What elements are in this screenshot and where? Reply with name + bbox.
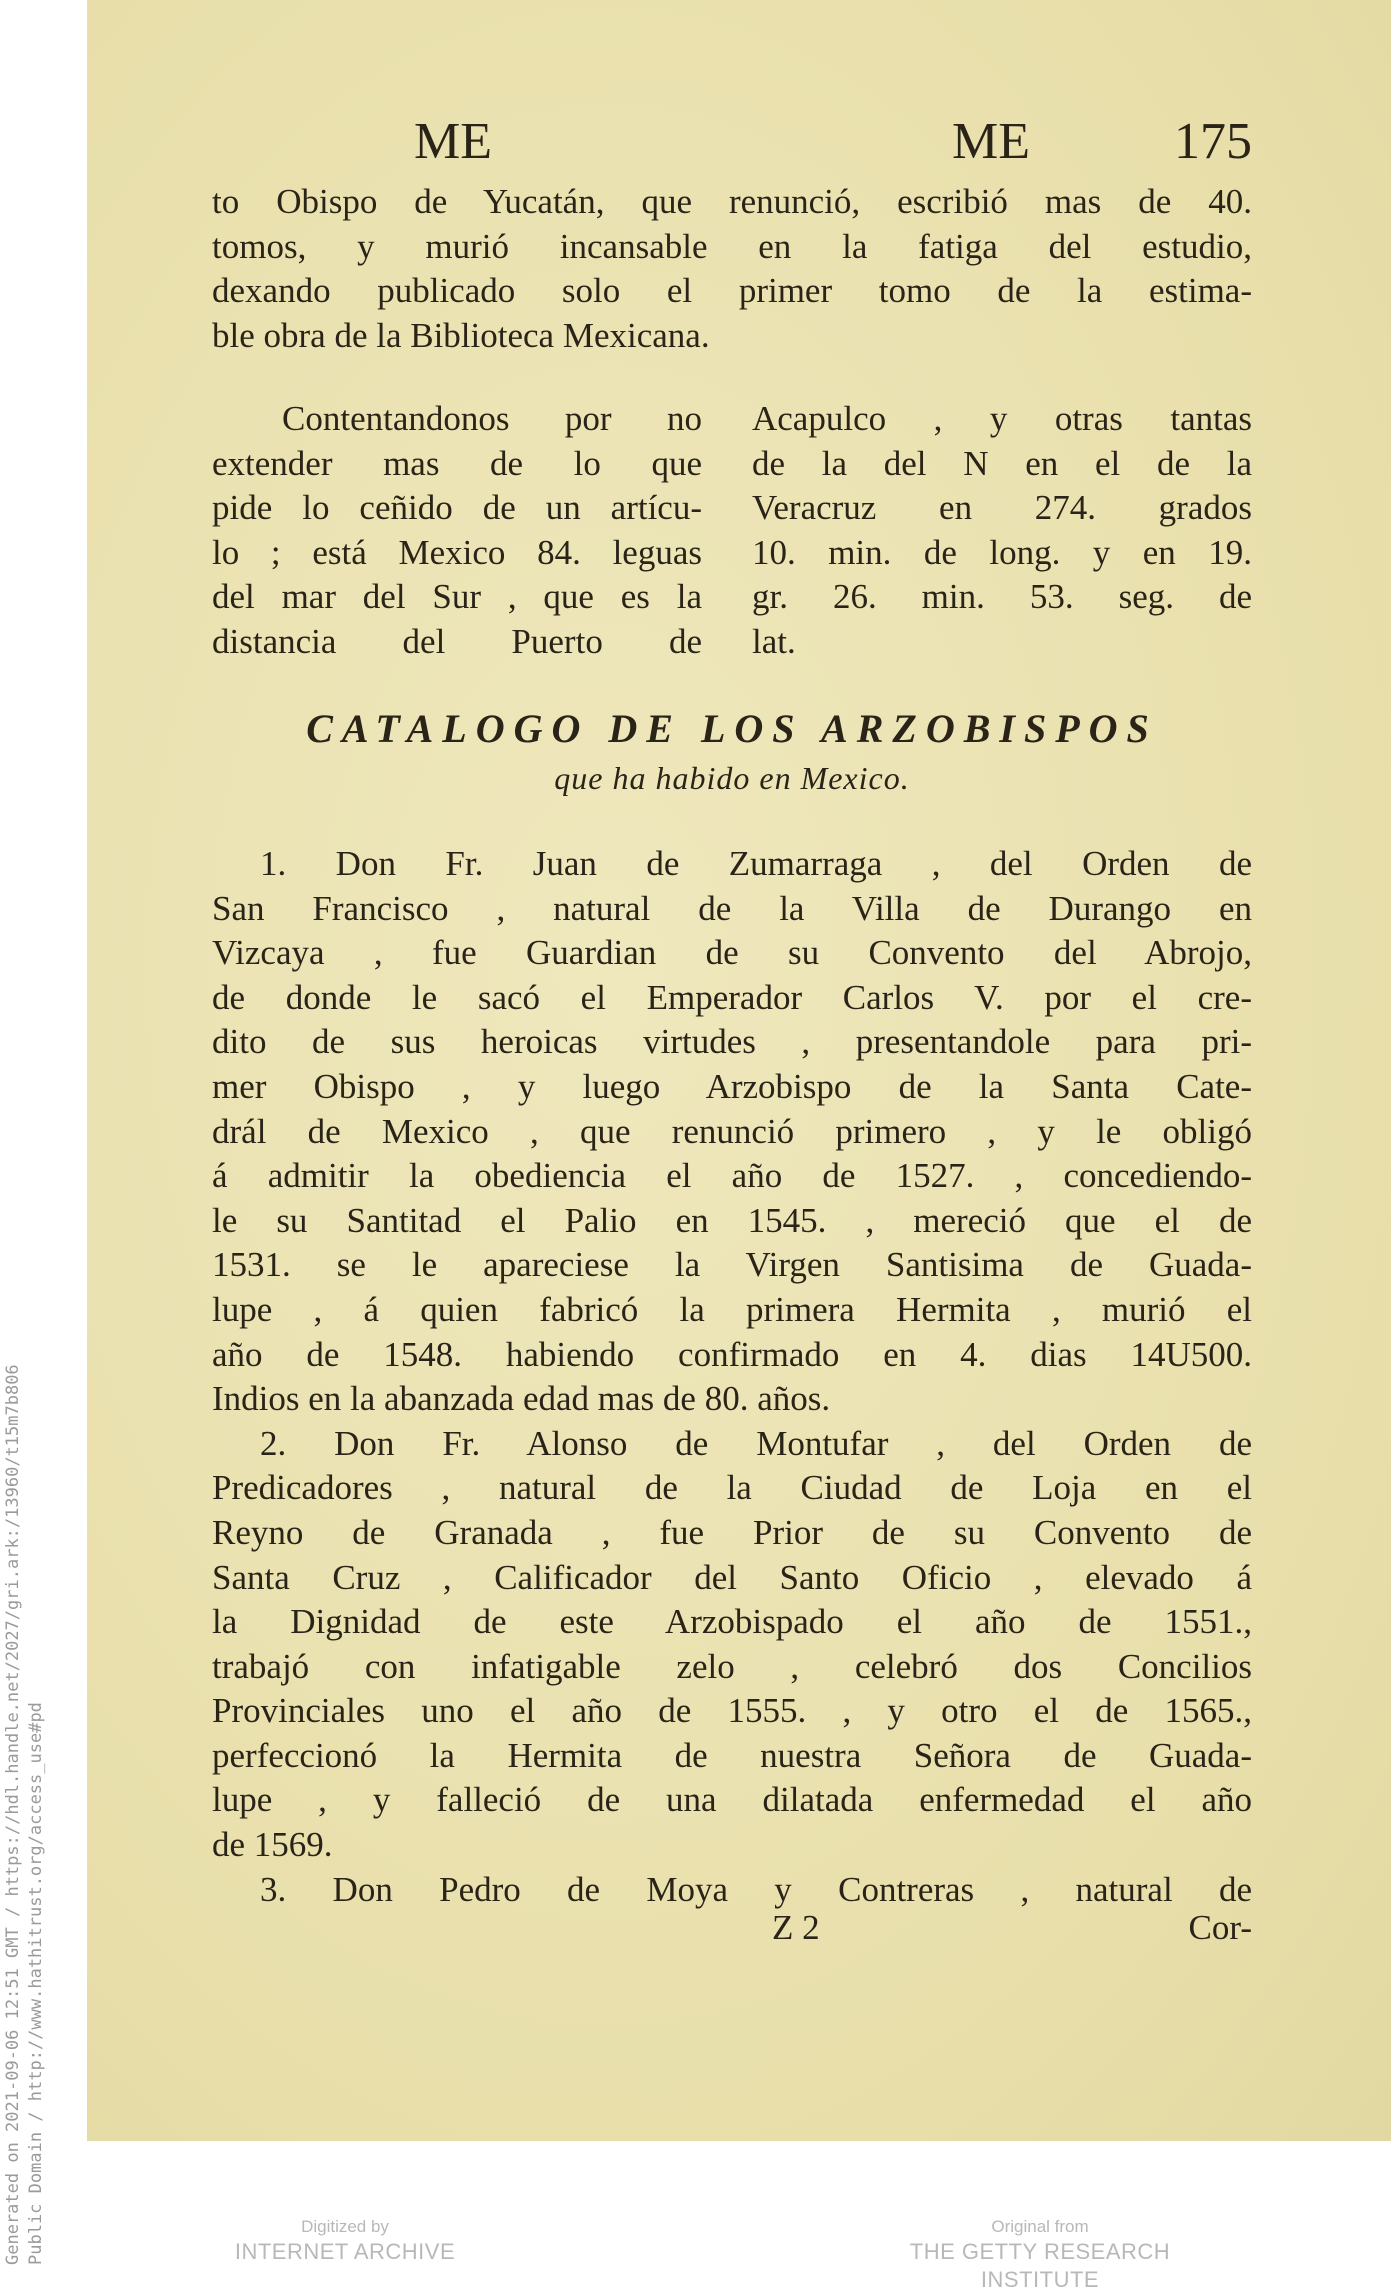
text-line: mer Obispo , y luego Arzobispo de la Santa Cate- — [212, 1066, 1252, 1106]
text-line: le su Santitad el Palio en 1545. , mereció que el de — [212, 1200, 1252, 1240]
text-line: lo ; está Mexico 84. leguas — [212, 532, 702, 572]
archbishop-entries — [212, 842, 1252, 1912]
text-line: lat. — [752, 621, 796, 661]
margin-note-line: Public Domain / http://www.hathitrust.org/access_use#pd — [26, 1702, 46, 2265]
text-line: Veracruz en 274. grados — [752, 488, 1252, 528]
text-line: distancia del Puerto de — [212, 621, 702, 661]
section-heading — [212, 702, 1252, 800]
text-line: Provinciales uno el año de 1555. , y otro el de 1565., — [212, 1691, 1252, 1731]
text-line: San Francisco , natural de la Villa de Durango en — [212, 888, 1252, 928]
hathitrust-margin-note — [2, 1364, 48, 2265]
text-line: dexando publicado solo el primer tomo de la estima- — [212, 271, 1252, 311]
text-line: lupe , á quien fabricó la primera Hermita , murió el — [212, 1289, 1252, 1329]
catalog-title: CATALOGO DE LOS ARZOBISPOS — [306, 706, 1158, 751]
text-line: de donde le sacó el Emperador Carlos V. por el cre- — [212, 977, 1252, 1017]
text-line: to Obispo de Yucatán, que renunció, escribió mas de 40. — [212, 182, 1252, 221]
text-line: extender mas de lo que — [212, 443, 702, 483]
running-head-center: ME — [952, 113, 1030, 170]
catalog-subtitle: que ha habido en Mexico. — [554, 760, 910, 796]
text-line: dito de sus heroicas virtudes , presentandole para pri- — [212, 1022, 1252, 1062]
margin-note-line: Generated on 2021-09-06 12:51 GMT / https://hdl.handle.net/2027/gri.ark:/13960/t15m7b806 — [3, 1364, 23, 2265]
text-line: 10. min. de long. y en 19. — [752, 532, 1252, 572]
text-line: pide lo ceñido de un artícu- — [212, 488, 702, 528]
text-line: Reyno de Granada , fue Prior de su Convento de — [212, 1512, 1252, 1552]
text-line: Contentandonos por no — [282, 399, 702, 438]
digitized-by-credit — [230, 2216, 460, 2266]
credit-label: Original from — [991, 2217, 1089, 2236]
intro-paragraph — [212, 180, 1252, 358]
text-line: 1531. se le apareciese la Virgen Santisima de Guada- — [212, 1245, 1252, 1285]
text-line: ble obra de la Biblioteca Mexicana. — [212, 315, 710, 355]
text-line: de la del N en el de la — [752, 443, 1252, 483]
text-line: á admitir la obediencia el año de 1527. , concediendo- — [212, 1156, 1252, 1196]
text-line: del mar del Sur , que es la — [212, 577, 702, 617]
text-line: lupe , y falleció de una dilatada enfermedad el año — [212, 1780, 1252, 1820]
text-line: año de 1548. habiendo confirmado en 4. dias 14U500. — [212, 1334, 1252, 1374]
text-line: Predicadores , natural de la Ciudad de Loja en el — [212, 1468, 1252, 1508]
catchword: Cor- — [1188, 1908, 1252, 1947]
text-line: Acapulco , y otras tantas — [752, 399, 1252, 438]
text-line: Indios en la abanzada edad mas de 80. años. — [212, 1379, 831, 1419]
signature-mark: Z 2 — [772, 1908, 820, 1947]
text-line: la Dignidad de este Arzobispado el año de 1551., — [212, 1602, 1252, 1642]
text-line: trabajó con infatigable zelo , celebró dos Concilios — [212, 1646, 1252, 1686]
text-line: tomos, y murió incansable en la fatiga del estudio, — [212, 226, 1252, 266]
right-column — [752, 397, 1252, 665]
text-line: 2. Don Fr. Alonso de Montufar , del Orden de — [260, 1423, 1252, 1463]
credit-name: INTERNET ARCHIVE — [234, 2239, 456, 2264]
text-line: 3. Don Pedro de Moya y Contreras , natural de — [260, 1869, 1252, 1909]
credit-name: THE GETTY RESEARCH INSTITUTE — [909, 2239, 1171, 2292]
text-line: perfeccionó la Hermita de nuestra Señora de Guada- — [212, 1735, 1252, 1775]
original-from-credit — [850, 2216, 1230, 2294]
credit-label: Digitized by — [301, 2217, 389, 2236]
text-line: 1. Don Fr. Juan de Zumarraga , del Orden de — [260, 844, 1252, 883]
text-line: Santa Cruz , Calificador del Santo Oficio , elevado á — [212, 1557, 1252, 1597]
running-head — [212, 112, 1252, 182]
page-number: 175 — [1174, 113, 1252, 170]
text-line: gr. 26. min. 53. seg. de — [752, 577, 1252, 617]
text-line: drál de Mexico , que renunció primero , y le obligó — [212, 1111, 1252, 1151]
page-footer — [212, 1908, 1252, 1954]
text-line: de 1569. — [212, 1825, 333, 1865]
text-line: Vizcaya , fue Guardian de su Convento del Abrojo, — [212, 933, 1252, 973]
left-column — [212, 397, 702, 665]
running-head-left: ME — [414, 113, 492, 170]
